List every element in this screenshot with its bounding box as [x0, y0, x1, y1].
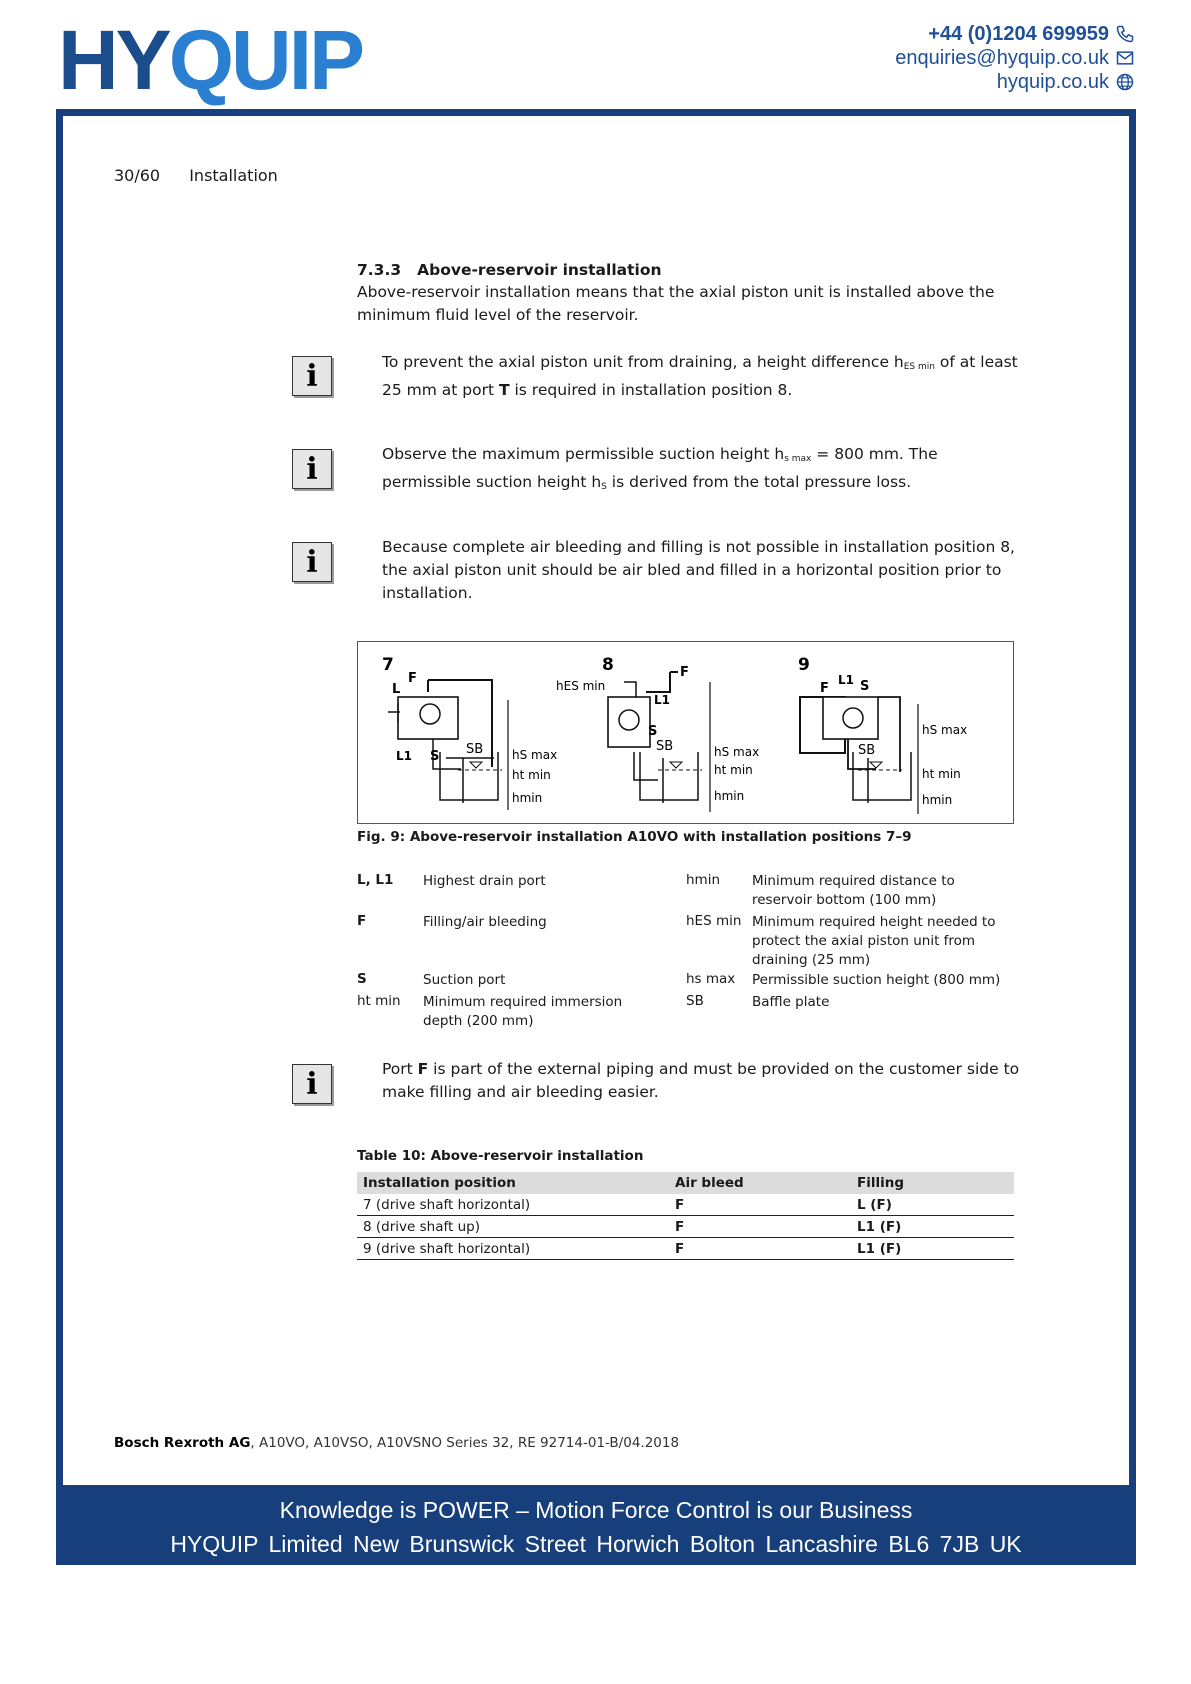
footer-band [56, 1485, 1136, 1565]
port-f-label: F [820, 681, 829, 696]
table-header: Air bleed [669, 1172, 851, 1194]
company-address: HYQUIP Limited New Brunswick Street Horwich Bolton Lancashire BL6 7JB UK [170, 1531, 1022, 1557]
port-l-label: L [392, 682, 401, 697]
note-4: Port F is part of the external piping and must be provided on the customer side to make filling and air bleeding easier. [382, 1060, 1020, 1101]
pump-diagram-7 [388, 671, 557, 810]
installation-figure [357, 641, 1014, 824]
port-s-label: S [430, 749, 440, 764]
section-title: 7.3.3 Above-reservoir installation [357, 261, 662, 279]
page-number: 30/60 [114, 166, 161, 185]
hs-max-label: hS max [714, 745, 760, 759]
ht-min-label: ht min [922, 767, 961, 781]
table-header: Filling [851, 1172, 1014, 1194]
sb-label: SB [466, 742, 484, 757]
hs-max-label: hS max [512, 748, 558, 762]
port-f-label: F [408, 671, 417, 686]
port-f-label: F [680, 665, 689, 680]
hes-min-label: hES min [556, 679, 606, 693]
contact-block [895, 22, 1135, 94]
hs-max-label: hS max [922, 723, 968, 737]
h-min-label: hmin [512, 791, 543, 805]
section-name: Installation [189, 166, 278, 185]
info-icon: i [292, 1064, 332, 1104]
ht-min-label: ht min [714, 763, 753, 777]
table-row: 7 (drive shaft horizontal) F L (F) [357, 1194, 1014, 1216]
section-intro: Above-reservoir installation means that the axial piston unit is installed above the minimum fluid level of the reservoir. [357, 283, 995, 324]
port-l1-label: L1 [838, 673, 854, 687]
mail-icon [1115, 48, 1135, 68]
info-icon: i [292, 449, 332, 489]
globe-icon [1115, 72, 1135, 92]
document-footer: Bosch Rexroth AG, A10VO, A10VSO, A10VSNO Series 32, RE 92714-01-B/04.2018 [114, 1435, 680, 1451]
page-header [114, 166, 302, 185]
ht-min-label: ht min [512, 768, 551, 782]
h-min-label: hmin [922, 793, 953, 807]
tagline: Knowledge is POWER – Motion Force Control is our Business [279, 1497, 913, 1523]
note-1: To prevent the axial piston unit from draining, a height difference $h_{ES min}$ of at least 25 mm at port T is required in installation position 8. [382, 353, 1018, 399]
phone-number[interactable]: +44 (0)1204 699959 [928, 22, 1109, 45]
email-link[interactable]: enquiries@hyquip.co.uk [895, 46, 1109, 69]
note-2: Observe the maximum permissible suction height $h_{s max} = 800$ mm. The permissible suction height $h_S$ is derived from the total pressure loss. [382, 445, 938, 492]
figure-caption: Fig. 9: Above-reservoir installation A10VO with installation positions 7–9 [357, 829, 912, 845]
pump-diagram-8 [556, 665, 759, 812]
table-row: 9 (drive shaft horizontal) F L1 (F) [357, 1238, 1014, 1260]
info-icon: i [292, 542, 332, 582]
port-l1-label: L1 [396, 749, 412, 763]
port-s-label: S [860, 679, 870, 694]
info-icon: i [292, 356, 332, 396]
position-7-label: 7 [382, 655, 394, 675]
port-l1-label: L1 [654, 693, 670, 707]
pump-diagram-9 [800, 673, 967, 814]
sb-label: SB [858, 743, 876, 758]
hyquip-logo: HYQUIP [58, 13, 363, 107]
table-caption: Table 10: Above-reservoir installation [357, 1148, 644, 1164]
website-link[interactable]: hyquip.co.uk [996, 70, 1109, 93]
note-3: Because complete air bleeding and filling is not possible in installation position 8, the axial piston unit should be air bled and filled in a horizontal position prior to installation. [382, 538, 1015, 602]
sb-label: SB [656, 739, 674, 754]
position-9-label: 9 [798, 655, 810, 675]
position-8-label: 8 [602, 655, 614, 675]
table-header: Installation position [357, 1172, 669, 1194]
port-s-label: S [648, 724, 658, 739]
table-row: 8 (drive shaft up) F L1 (F) [357, 1216, 1014, 1238]
installation-table [357, 1172, 1014, 1260]
h-min-label: hmin [714, 789, 745, 803]
phone-icon [1115, 24, 1135, 44]
